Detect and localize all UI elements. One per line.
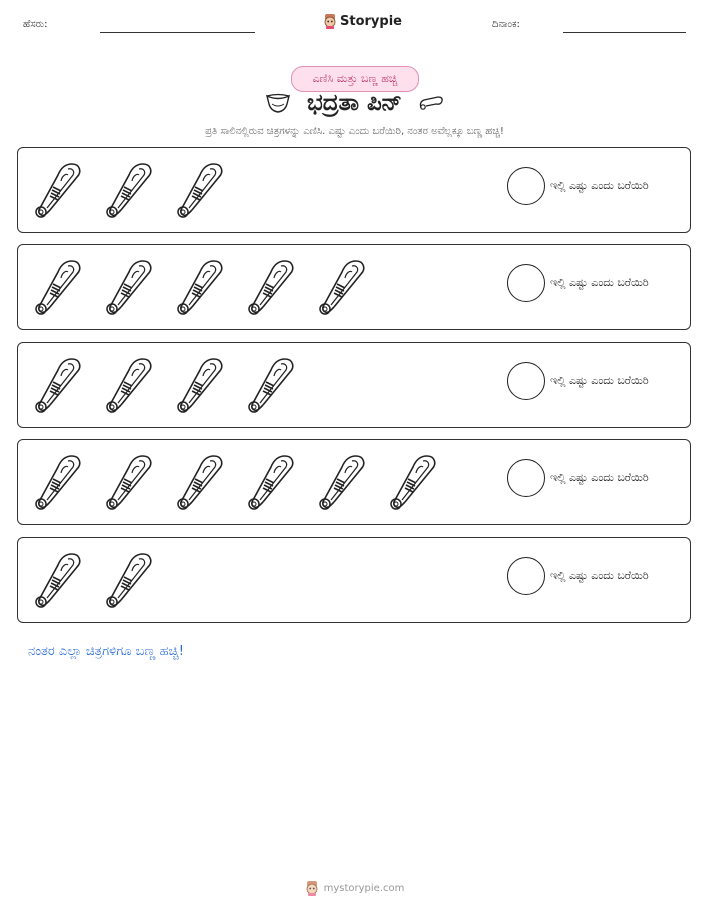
safety-pin-icon xyxy=(28,158,84,220)
count-row xyxy=(17,342,691,428)
name-label: ಹೆಸರು: xyxy=(23,19,48,30)
pin-group xyxy=(28,158,226,220)
safety-pin-icon xyxy=(241,255,297,317)
storypie-mascot-icon xyxy=(323,13,337,29)
safety-pin-icon xyxy=(99,353,155,415)
safety-pin-icon xyxy=(99,255,155,317)
count-row xyxy=(17,244,691,330)
answer-label: ಇಲ್ಲಿ ಎಷ್ಟು ಎಂದು ಬರೆಯಿರಿ xyxy=(550,276,649,289)
answer-circle[interactable] xyxy=(507,167,545,205)
pin-group xyxy=(28,255,368,317)
safety-pin-icon xyxy=(241,450,297,512)
site-url: mystorypie.com xyxy=(323,882,405,894)
safety-pin-icon xyxy=(170,353,226,415)
safety-pin-icon xyxy=(99,548,155,610)
pin-group xyxy=(28,548,155,610)
count-row xyxy=(17,439,691,525)
date-label: ದಿನಾಂಕ: xyxy=(492,19,520,30)
safety-pin-icon xyxy=(170,255,226,317)
date-line[interactable] xyxy=(563,32,686,33)
answer-area xyxy=(507,167,649,205)
diaper-icon xyxy=(265,92,291,114)
instructions: ಪ್ರತಿ ಸಾಲಿನಲ್ಲಿರುವ ಚಿತ್ರಗಳನ್ನು ಎಣಿಸಿ. ಎಷ್ಟು ಎಂದು ಬರೆಯಿರಿ, ನಂತರ ಅವೆಲ್ಲಕ್ಕೂ ಬಣ್ಣ ಹಚ್ಚಿ! xyxy=(205,126,504,137)
name-line[interactable] xyxy=(100,32,255,33)
answer-circle[interactable] xyxy=(507,557,545,595)
activity-badge: ಎಣಿಸಿ ಮತ್ತು ಬಣ್ಣ ಹಚ್ಚಿ xyxy=(291,66,419,92)
safety-pin-icon xyxy=(241,353,297,415)
safety-pin-icon xyxy=(28,353,84,415)
safety-pin-icon xyxy=(418,94,444,112)
title-text: ಭದ್ರತಾ ಪಿನ್ xyxy=(307,90,402,116)
safety-pin-icon xyxy=(383,450,439,512)
safety-pin-icon xyxy=(99,158,155,220)
answer-circle[interactable] xyxy=(507,459,545,497)
safety-pin-icon xyxy=(312,255,368,317)
safety-pin-icon xyxy=(312,450,368,512)
brand-name: Storypie xyxy=(340,13,402,29)
answer-area xyxy=(507,362,649,400)
answer-area xyxy=(507,459,649,497)
answer-area xyxy=(507,557,649,595)
safety-pin-icon xyxy=(28,450,84,512)
safety-pin-icon xyxy=(170,450,226,512)
safety-pin-icon xyxy=(99,450,155,512)
answer-area xyxy=(507,264,649,302)
answer-label: ಇಲ್ಲಿ ಎಷ್ಟು ಎಂದು ಬರೆಯಿರಿ xyxy=(550,471,649,484)
safety-pin-icon xyxy=(28,255,84,317)
answer-circle[interactable] xyxy=(507,264,545,302)
count-row xyxy=(17,147,691,233)
answer-label: ಇಲ್ಲಿ ಎಷ್ಟು ಎಂದು ಬರೆಯಿರಿ xyxy=(550,179,649,192)
pin-group xyxy=(28,450,439,512)
answer-label: ಇಲ್ಲಿ ಎಷ್ಟು ಎಂದು ಬರೆಯಿರಿ xyxy=(550,374,649,387)
pin-group xyxy=(28,353,297,415)
page-title xyxy=(0,90,709,116)
answer-label: ಇಲ್ಲಿ ಎಷ್ಟು ಎಂದು ಬರೆಯಿರಿ xyxy=(550,569,649,582)
count-row xyxy=(17,537,691,623)
answer-circle[interactable] xyxy=(507,362,545,400)
safety-pin-icon xyxy=(170,158,226,220)
safety-pin-icon xyxy=(28,548,84,610)
storypie-mascot-icon xyxy=(305,880,319,896)
site-footer xyxy=(0,880,709,896)
brand-logo xyxy=(323,13,402,29)
footer-instruction: ನಂತರ ಎಲ್ಲಾ ಚಿತ್ರಗಳಿಗೂ ಬಣ್ಣ ಹಚ್ಚಿ! xyxy=(28,644,184,659)
